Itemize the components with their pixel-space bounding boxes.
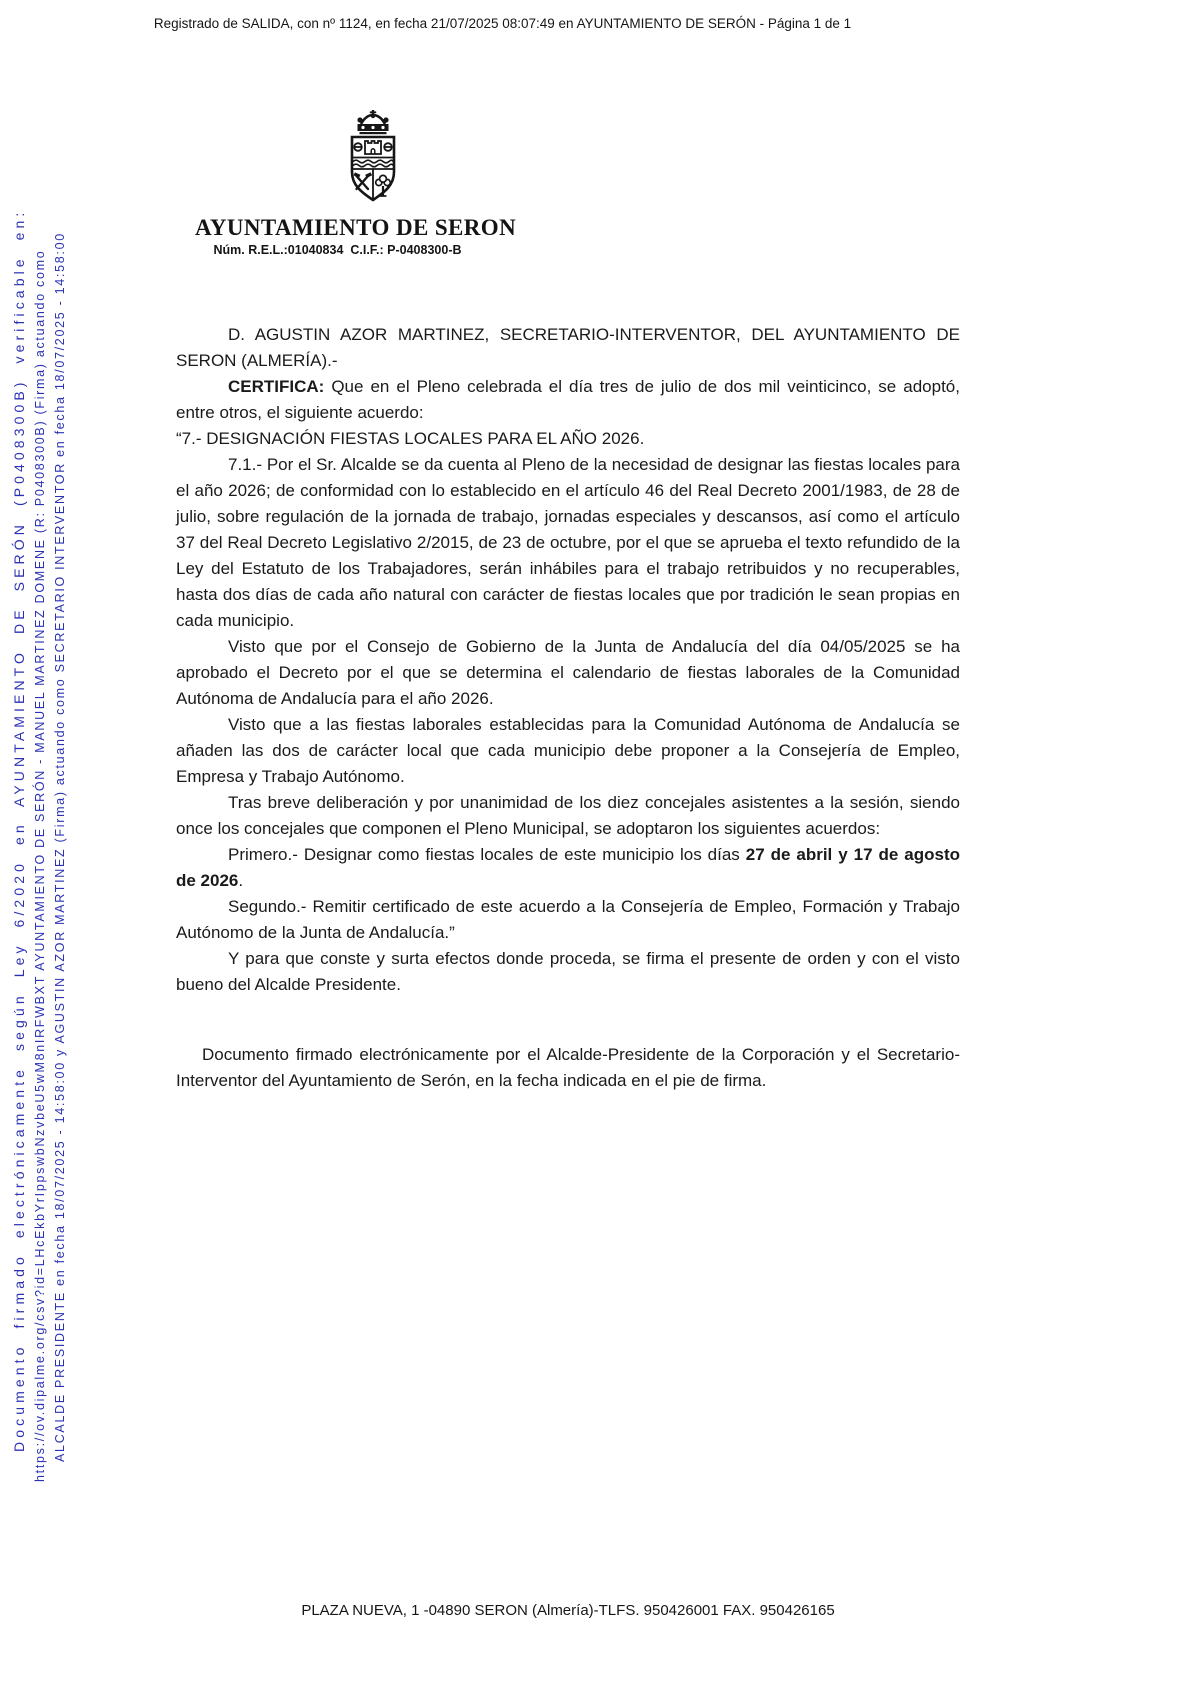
paragraph — [176, 946, 960, 998]
text-segment: 7.1.- Por el Sr. Alcalde se da cuenta al Pleno de la necesidad de designar las fiestas locales para el año 2026; de conformidad con lo establecido en el artículo 46 del Real Decreto 2001/1983, de 28 de julio, sobre regulación de la jornada de trabajo, jornadas especiales y descansos, así como el artículo 37 del Real Decreto Legislativo 2/2015, de 23 de octubre, por el que se aprueba el texto refundido de la Ley del Estatuto de los Trabajadores, serán inhábiles para el trabajo retribuidos y no recuperables, hasta dos días de cada año natural con carácter de fiestas locales que por tradición le sean propias en cada municipio. — [176, 455, 960, 630]
signature-sidebar-line-2: https://ov.dipalme.org/csv?id=LHcEkbYrIppswbNzvbeU5wM8nIRFWBXT AYUNTAMIENTO DE SERÓN - MANUEL MARTINEZ DOMENE (R: P0408300B) (Firma) actuando como — [33, 249, 47, 1482]
text-segment: Y para que conste y surta efectos donde proceda, se firma el presente de orden y con el visto bueno del Alcalde Presidente. — [176, 949, 960, 994]
paragraph — [176, 374, 960, 426]
paragraph — [176, 1042, 960, 1094]
paragraph — [176, 322, 960, 374]
paragraph — [176, 634, 960, 712]
document-body — [176, 322, 960, 1094]
bold-text-segment: 27 de abril y 17 de agosto de 2026 — [176, 845, 960, 890]
coat-of-arms-icon — [343, 110, 403, 212]
address-footer: PLAZA NUEVA, 1 -04890 SERON (Almería)-TLFS. 950426001 FAX. 950426165 — [301, 1602, 835, 1619]
bold-text-segment: CERTIFICA: — [228, 377, 325, 396]
organization-name: AYUNTAMIENTO DE SERON — [195, 215, 517, 240]
paragraph — [176, 894, 960, 946]
paragraph — [176, 842, 960, 894]
text-segment: Documento firmado electrónicamente por el Alcalde-Presidente de la Corporación y el Secretario-Interventor del Ayuntamiento de Serón, en la fecha indicada en el pie de firma. — [176, 1045, 960, 1090]
organization-header — [195, 110, 517, 257]
paragraph — [176, 790, 960, 842]
text-segment: Tras breve deliberación y por unanimidad de los diez concejales asistentes a la sesión, siendo once los concejales que componen el Pleno Municipal, se adoptaron los siguientes acuerdos: — [176, 793, 960, 838]
organization-registry-line: Núm. R.E.L.:01040834 C.I.F.: P-0408300-B — [213, 243, 462, 257]
paragraph — [176, 426, 960, 452]
text-segment: D. AGUSTIN AZOR MARTINEZ, SECRETARIO-INTERVENTOR, DEL AYUNTAMIENTO DE SERON (ALMERÍA).- — [176, 325, 960, 370]
registration-header: Registrado de SALIDA, con nº 1124, en fecha 21/07/2025 08:07:49 en AYUNTAMIENTO DE SERÓN - Página 1 de 1 — [153, 16, 852, 31]
text-segment: Segundo.- Remitir certificado de este acuerdo a la Consejería de Empleo, Formación y Trabajo Autónomo de la Junta de Andalucía.” — [176, 897, 960, 942]
signature-sidebar-line-3: ALCALDE PRESIDENTE en fecha 18/07/2025 - 14:58:00 y AGUSTIN AZOR MARTINEZ (Firma) actuando como SECRETARIO INTERVENTOR en fecha 18/07/2025 - 14:58:00 — [53, 232, 67, 1462]
text-segment: Visto que a las fiestas laborales establecidas para la Comunidad Autónoma de Andalucía se añaden las dos de carácter local que cada municipio debe proponer a la Consejería de Empleo, Empresa y Trabajo Autónomo. — [176, 715, 960, 786]
text-segment: . — [238, 871, 244, 890]
text-segment: Que en el Pleno celebrada el día tres de julio de dos mil veinticinco, se adoptó, entre otros, el siguiente acuerdo: — [176, 377, 960, 422]
text-segment: “7.- DESIGNACIÓN FIESTAS LOCALES PARA EL AÑO 2026. — [176, 429, 645, 448]
paragraph — [176, 712, 960, 790]
text-segment: Visto que por el Consejo de Gobierno de la Junta de Andalucía del día 04/05/2025 se ha aprobado el Decreto por el que se determina el calendario de fiestas laborales de la Comunidad Autónoma de Andalucía para el año 2026. — [176, 637, 960, 708]
signature-sidebar-line-1: Documento firmado electrónicamente según Ley 6/2020 en AYUNTAMIENTO DE SERÓN (P0408300B) verificable en: — [11, 208, 27, 1452]
text-segment: Primero.- Designar como fiestas locales de este municipio los días — [228, 845, 746, 864]
paragraph — [176, 452, 960, 634]
